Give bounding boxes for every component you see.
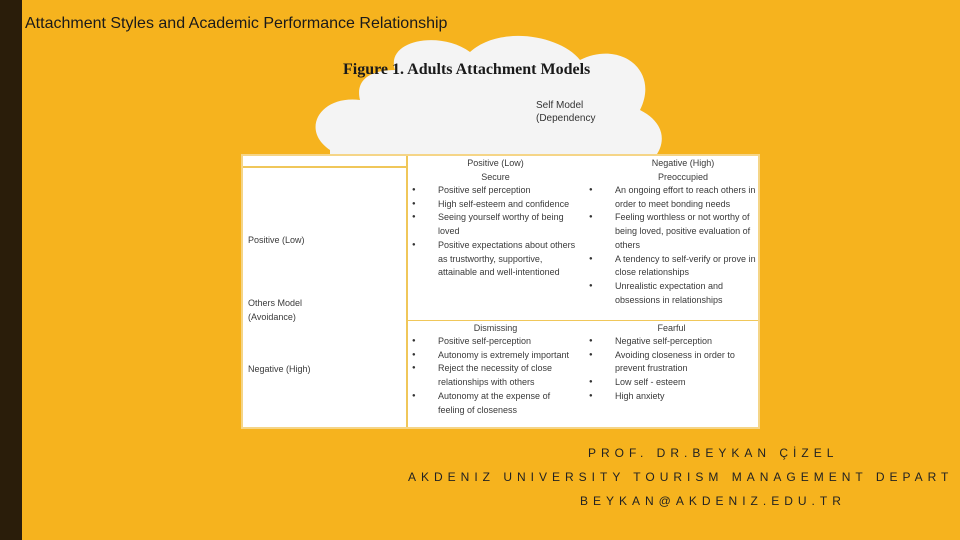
preoccupied-list — [615, 184, 758, 307]
list-item: ● Positive self perception — [438, 184, 583, 198]
row-label-positive: Positive (Low) — [248, 235, 305, 245]
others-model-line1: Others Model — [248, 298, 303, 308]
col-header-negative: Negative (High) — [651, 158, 715, 168]
secure-list — [438, 184, 583, 280]
footer-institution: AKDENIZ UNIVERSITY TOURISM MANAGEMENT DEPART — [408, 470, 954, 484]
table-horizontal-divider — [408, 320, 758, 321]
quadrant-title-fearful: Fearful — [657, 323, 686, 333]
footer-author: PROF. DR.BEYKAN ÇİZEL — [588, 446, 839, 460]
dismissing-list — [438, 335, 578, 417]
list-item: ● Low self - esteem — [615, 376, 755, 390]
table-header-row-line — [243, 166, 407, 168]
list-item: ● Unrealistic expectation and obsessions in relationships — [615, 280, 758, 307]
list-item: ● Reject the necessity of close relationships with others — [438, 362, 578, 389]
row-label-negative: Negative (High) — [248, 364, 311, 374]
quadrant-title-preoccupied: Preoccupied — [657, 172, 709, 182]
slide-title: Attachment Styles and Academic Performance Relationship — [25, 15, 448, 32]
list-item: ● Seeing yourself worthy of being loved — [438, 211, 583, 238]
col-header-positive: Positive (Low) — [467, 158, 524, 168]
list-item: ● Avoiding closeness in order to prevent frustration — [615, 349, 755, 376]
list-item: ● High anxiety — [615, 390, 755, 404]
list-item: ● A tendency to self-verify or prove in close relationships — [615, 253, 758, 280]
list-item: ● Positive expectations about others as trustworthy, supportive, attainable and well-intentioned — [438, 239, 583, 280]
table-vertical-divider — [406, 156, 408, 427]
quadrant-title-secure: Secure — [481, 172, 510, 182]
quadrant-title-dismissing: Dismissing — [473, 323, 518, 333]
list-item: ● Positive self-perception — [438, 335, 578, 349]
self-model-line2: (Dependency — [536, 113, 596, 124]
others-model-label — [248, 297, 302, 324]
list-item: ● Autonomy at the expense of feeling of closeness — [438, 390, 578, 417]
self-model-label — [536, 99, 595, 125]
list-item: ● An ongoing effort to reach others in order to meet bonding needs — [615, 184, 758, 211]
self-model-line1: Self Model — [536, 100, 584, 111]
others-model-line2: (Avoidance) — [248, 311, 296, 322]
footer-email: BEYKAN@AKDENIZ.EDU.TR — [580, 494, 846, 508]
fearful-list — [615, 335, 755, 404]
list-item: ● Feeling worthless or not worthy of being loved, positive evaluation of others — [615, 211, 758, 252]
attachment-models-table — [241, 154, 760, 429]
list-item: ● High self-esteem and confidence — [438, 198, 583, 212]
list-item: ● Negative self-perception — [615, 335, 755, 349]
figure-caption: Figure 1. Adults Attachment Models — [343, 61, 591, 78]
list-item: ● Autonomy is extremely important — [438, 349, 578, 363]
